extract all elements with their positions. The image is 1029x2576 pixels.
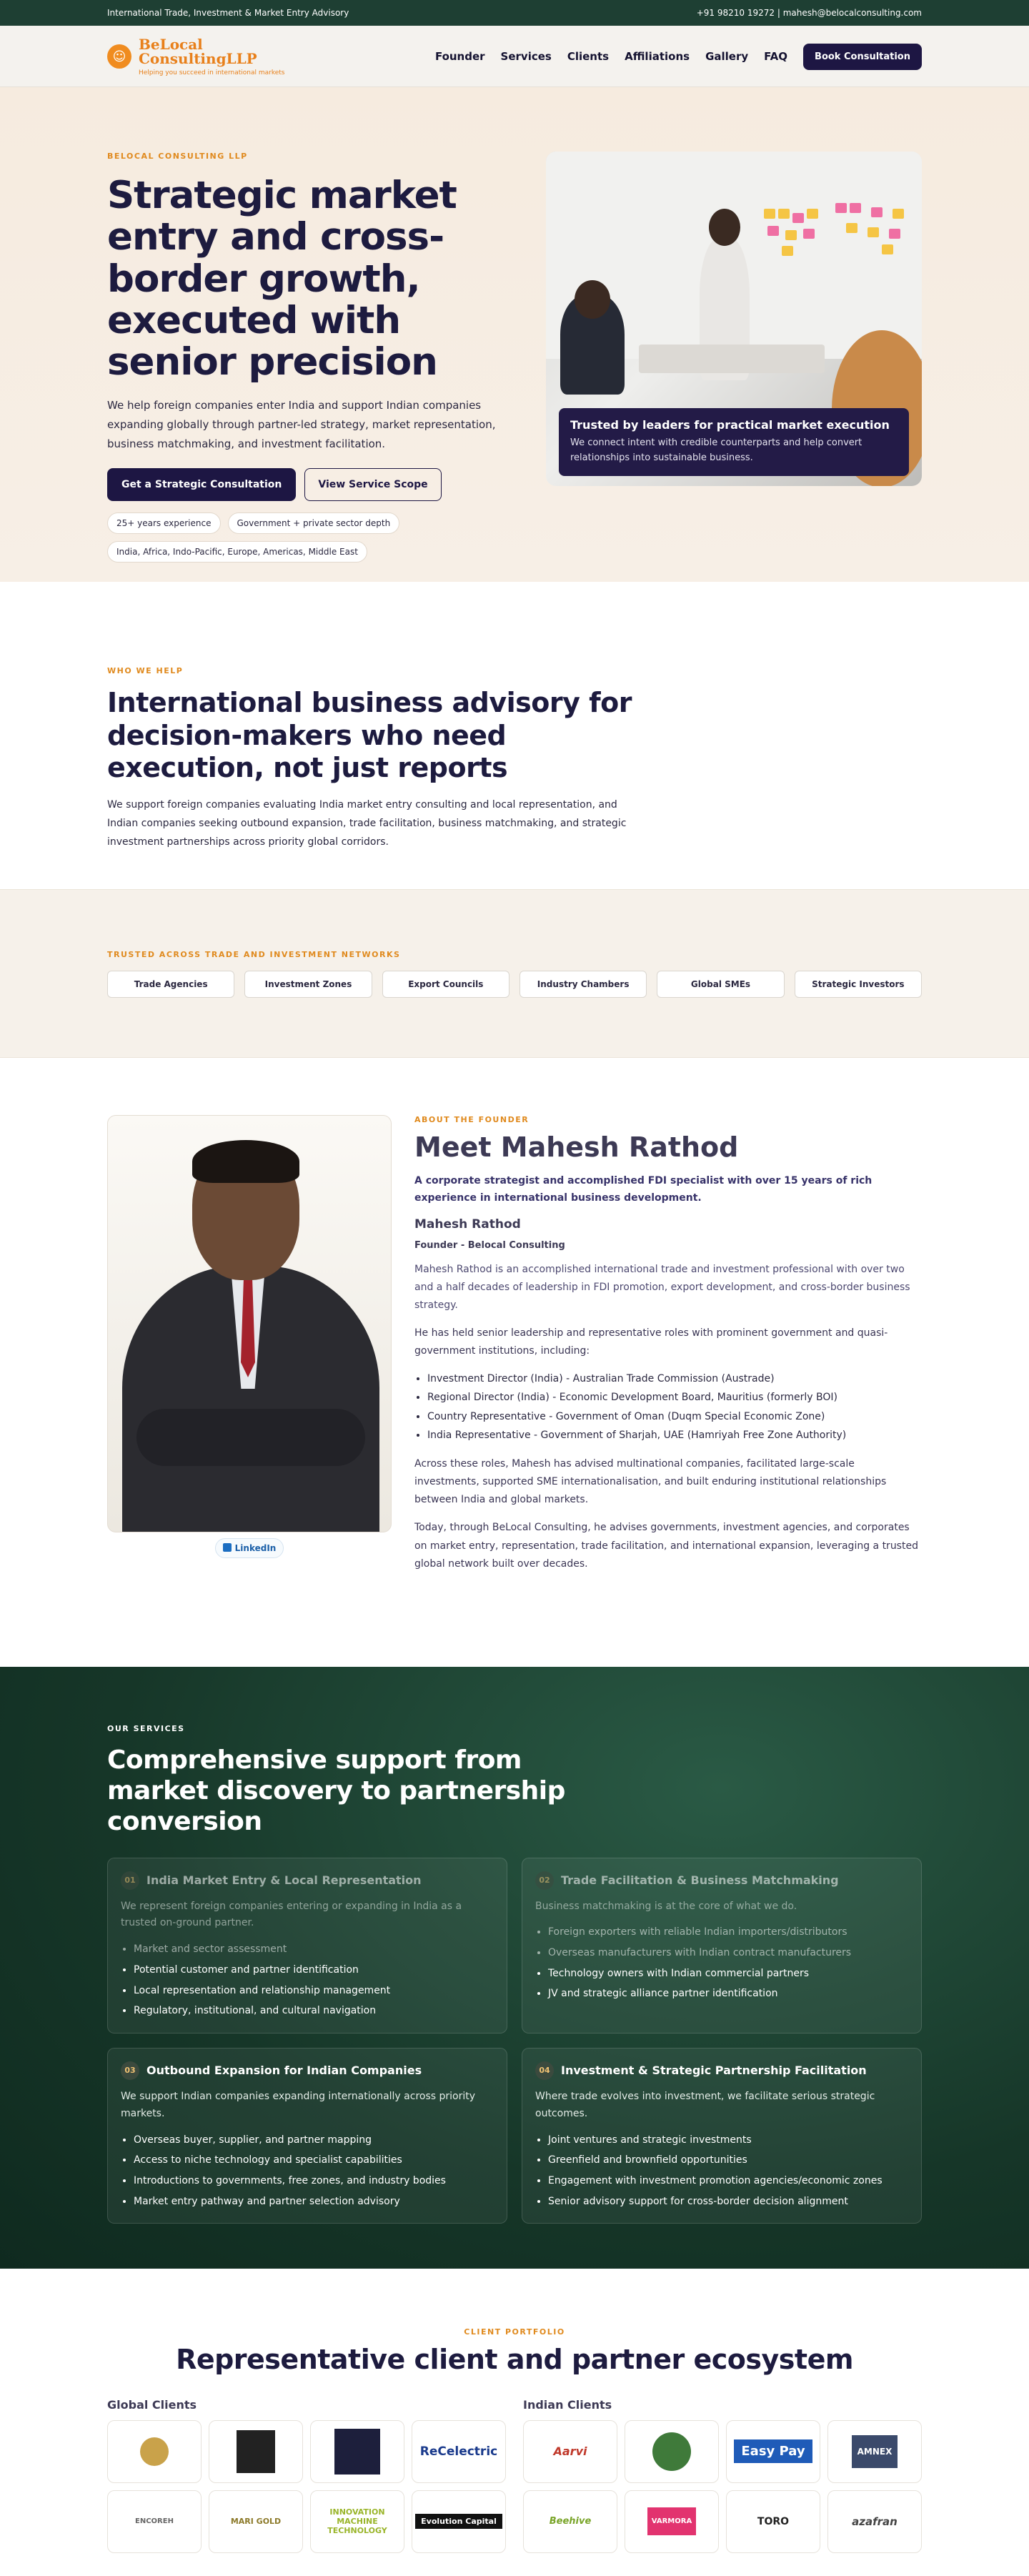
client-logo-text: AMNEX	[852, 2435, 898, 2468]
trust-item: Investment Zones	[244, 971, 372, 998]
list-item: • Senior advisory support for cross-border decision alignment	[548, 2191, 908, 2212]
service-number: 01	[121, 1871, 139, 1890]
clients-eyebrow: CLIENT PORTFOLIO	[464, 2327, 565, 2337]
founder-paragraph: Today, through BeLocal Consulting, he advises governments, investment agencies, and corporates on market entry, representation, trade facilitation, and international expansion, leveraging a trusted global network built over decades.	[414, 1522, 918, 1570]
nav-gallery[interactable]: Gallery	[705, 50, 749, 63]
linkedin-icon	[223, 1543, 232, 1552]
founder-role: Founder - Belocal Consulting	[414, 1239, 565, 1251]
list-item: • Potential customer and partner identification	[134, 1960, 494, 1981]
service-card	[107, 1858, 507, 2033]
hero-chips	[107, 512, 436, 563]
service-card	[522, 2048, 922, 2224]
site-logo[interactable]	[107, 37, 284, 76]
trust-item: Export Councils	[382, 971, 509, 998]
client-logo-text: VARMORA	[647, 2507, 696, 2535]
logo-name-line1: BeLocal	[139, 35, 203, 53]
list-item: • Regional Director (India) - Economic Development Board, Mauritius (formerly BOI)	[427, 1388, 922, 1407]
services-section	[0, 1667, 1029, 2269]
client-logo-text: Easy Pay	[734, 2439, 812, 2463]
list-item: • Regulatory, institutional, and cultural navigation	[134, 2001, 494, 2021]
nav-services[interactable]: Services	[500, 50, 552, 63]
trust-item: Industry Chambers	[520, 971, 647, 998]
trusted-section	[0, 889, 1029, 1058]
who-we-help-section	[0, 582, 1029, 889]
linkedin-label: LinkedIn	[234, 1543, 277, 1553]
list-item: • Engagement with investment promotion agencies/economic zones	[548, 2171, 908, 2191]
hero-overlay-title: Trusted by leaders for practical market execution	[570, 418, 890, 432]
hero-overlay-card	[559, 408, 909, 476]
founder-eyebrow: ABOUT THE FOUNDER	[414, 1115, 530, 1124]
client-logo-text: Evolution Capital	[415, 2514, 502, 2529]
service-number: 03	[121, 2061, 139, 2080]
hero-eyebrow: BELOCAL CONSULTING LLP	[107, 152, 248, 161]
founder-paragraph: He has held senior leadership and representative roles with prominent government and quasi-government institutions, including:	[414, 1327, 888, 1357]
service-number: 04	[535, 2061, 554, 2080]
list-item: • Country Representative - Government of Oman (Duqm Special Economic Zone)	[427, 1407, 922, 1427]
list-item: • India Representative - Government of Sharjah, UAE (Hamriyah Free Zone Authority)	[427, 1426, 922, 1445]
service-title: India Market Entry & Local Representation	[146, 1873, 422, 1888]
nav-faq[interactable]: FAQ	[764, 50, 788, 63]
service-description: We represent foreign companies entering or expanding in India as a trusted on-ground partner.	[121, 1900, 462, 1929]
service-scope-button[interactable]: View Service Scope	[304, 468, 441, 501]
logo-icon: ☺	[107, 44, 131, 69]
list-item: • Technology owners with Indian commercial partners	[548, 1963, 908, 1984]
top-bar	[0, 0, 1029, 26]
hero-overlay-text: We connect intent with credible counterparts and help convert relationships into sustainable business.	[570, 437, 863, 464]
trusted-eyebrow: TRUSTED ACROSS TRADE AND INVESTMENT NETWORKS	[107, 950, 401, 959]
indian-clients-title: Indian Clients	[523, 2397, 612, 2412]
list-item: • Market entry pathway and partner selection advisory	[134, 2191, 494, 2212]
founder-title: Meet Mahesh Rathod	[414, 1131, 739, 1163]
list-item: • Local representation and relationship management	[134, 1981, 494, 2001]
logo-name-line2: ConsultingLLP	[139, 49, 257, 67]
client-logo	[107, 2420, 202, 2483]
hero-intro: We help foreign companies enter India and support Indian companies expanding globally through partner-led strategy, market representation, business matchmaking, and investment facilitation.	[107, 399, 496, 451]
client-logo: INNOVATION MACHINE TECHNOLOGY	[310, 2490, 404, 2553]
client-logo	[625, 2490, 719, 2553]
list-item: • JV and strategic alliance partner identification	[548, 1983, 908, 2004]
founder-name: Mahesh Rathod	[414, 1217, 521, 1232]
list-item: • Overseas manufacturers with Indian contract manufacturers	[548, 1943, 908, 1963]
services-eyebrow: OUR SERVICES	[107, 1724, 185, 1733]
hero-section	[0, 87, 1029, 582]
client-logo: azafran	[827, 2490, 922, 2553]
who-text: We support foreign companies evaluating India market entry consulting and local representation, and Indian companies seeking outbound expansion, trade facilitation, business matchmaking, and strategic investment partnerships across priority global corridors.	[107, 798, 627, 848]
client-logo: ReCelectric	[412, 2420, 506, 2483]
list-item: • Greenfield and brownfield opportunities	[548, 2150, 908, 2171]
client-logo: Beehive	[523, 2490, 617, 2553]
who-eyebrow: WHO WE HELP	[107, 666, 184, 675]
linkedin-link[interactable]	[215, 1538, 284, 1558]
service-title: Investment & Strategic Partnership Facilitation	[561, 2064, 867, 2078]
founder-section	[0, 1058, 1029, 1667]
list-item: • Investment Director (India) - Australian Trade Commission (Austrade)	[427, 1369, 922, 1389]
founder-paragraph: Mahesh Rathod is an accomplished international trade and investment professional with over two and a half decades of leadership in FDI promotion, export development, and cross-border business strategy.	[414, 1263, 910, 1311]
client-logo	[412, 2490, 506, 2553]
list-item: • Overseas buyer, supplier, and partner mapping	[134, 2130, 494, 2151]
client-logo	[310, 2420, 404, 2483]
clients-section	[0, 2269, 1029, 2576]
chip-experience: 25+ years experience	[107, 512, 221, 534]
clients-title: Representative client and partner ecosystem	[176, 2344, 853, 2375]
service-number: 02	[535, 1871, 554, 1890]
client-logo: Aarvi	[523, 2420, 617, 2483]
client-logo	[625, 2420, 719, 2483]
client-logo: TORO	[726, 2490, 820, 2553]
services-title: Comprehensive support from market discovery to partnership conversion	[107, 1745, 565, 1837]
trust-item: Global SMEs	[657, 971, 784, 998]
hero-meeting-photo	[546, 152, 922, 486]
founder-roles-list	[414, 1369, 922, 1445]
client-logo: ENCOREH	[107, 2490, 202, 2553]
who-title: International business advisory for decision-makers who need execution, not just reports	[107, 687, 632, 784]
book-consultation-button[interactable]: Book Consultation	[803, 44, 922, 70]
founder-lead: A corporate strategist and accomplished FDI specialist with over 15 years of rich experience in international business development.	[414, 1175, 873, 1204]
logo-tagline: Helping you succeed in international markets	[139, 69, 285, 76]
founder-photo	[107, 1115, 392, 1532]
client-logo	[209, 2420, 303, 2483]
chip-regions: India, Africa, Indo-Pacific, Europe, Americas, Middle East	[107, 541, 367, 563]
client-logo	[827, 2420, 922, 2483]
nav-affiliations[interactable]: Affiliations	[625, 50, 690, 63]
service-description: We support Indian companies expanding internationally across priority markets.	[121, 2090, 476, 2119]
topbar-tagline: International Trade, Investment & Market Entry Advisory	[107, 8, 349, 18]
main-nav	[435, 44, 922, 70]
service-card	[522, 1858, 922, 2033]
topbar-contact[interactable]: +91 98210 19272 | mahesh@belocalconsulting.com	[696, 8, 922, 18]
global-clients-title: Global Clients	[107, 2397, 197, 2412]
service-description: Where trade evolves into investment, we facilitate serious strategic outcomes.	[535, 2090, 875, 2119]
client-logo	[726, 2420, 820, 2483]
service-card	[107, 2048, 507, 2224]
service-title: Outbound Expansion for Indian Companies	[146, 2064, 422, 2078]
client-logo: MARI GOLD	[209, 2490, 303, 2553]
strategic-consultation-button[interactable]: Get a Strategic Consultation	[107, 468, 296, 501]
list-item: • Introductions to governments, free zones, and industry bodies	[134, 2171, 494, 2191]
founder-paragraph: Across these roles, Mahesh has advised multinational companies, facilitated large-scale investments, supported SME internationalisation, and built enduring institutional relationships between India and global markets.	[414, 1457, 887, 1506]
site-header	[0, 26, 1029, 87]
trust-item: Trade Agencies	[107, 971, 234, 998]
list-item: • Foreign exporters with reliable Indian importers/distributors	[548, 1922, 908, 1943]
trust-item: Strategic Investors	[795, 971, 922, 998]
nav-founder[interactable]: Founder	[434, 50, 485, 63]
service-description: Business matchmaking is at the core of what we do.	[535, 1900, 797, 1912]
service-title: Trade Facilitation & Business Matchmaking	[561, 1873, 839, 1888]
hero-title: Strategic market entry and cross-border growth, executed with senior precision	[107, 174, 457, 385]
list-item: • Market and sector assessment	[134, 1939, 494, 1960]
chip-sector-depth: Government + private sector depth	[228, 512, 400, 534]
nav-clients[interactable]: Clients	[567, 50, 610, 63]
list-item: • Joint ventures and strategic investments	[548, 2130, 908, 2151]
list-item: • Access to niche technology and specialist capabilities	[134, 2150, 494, 2171]
